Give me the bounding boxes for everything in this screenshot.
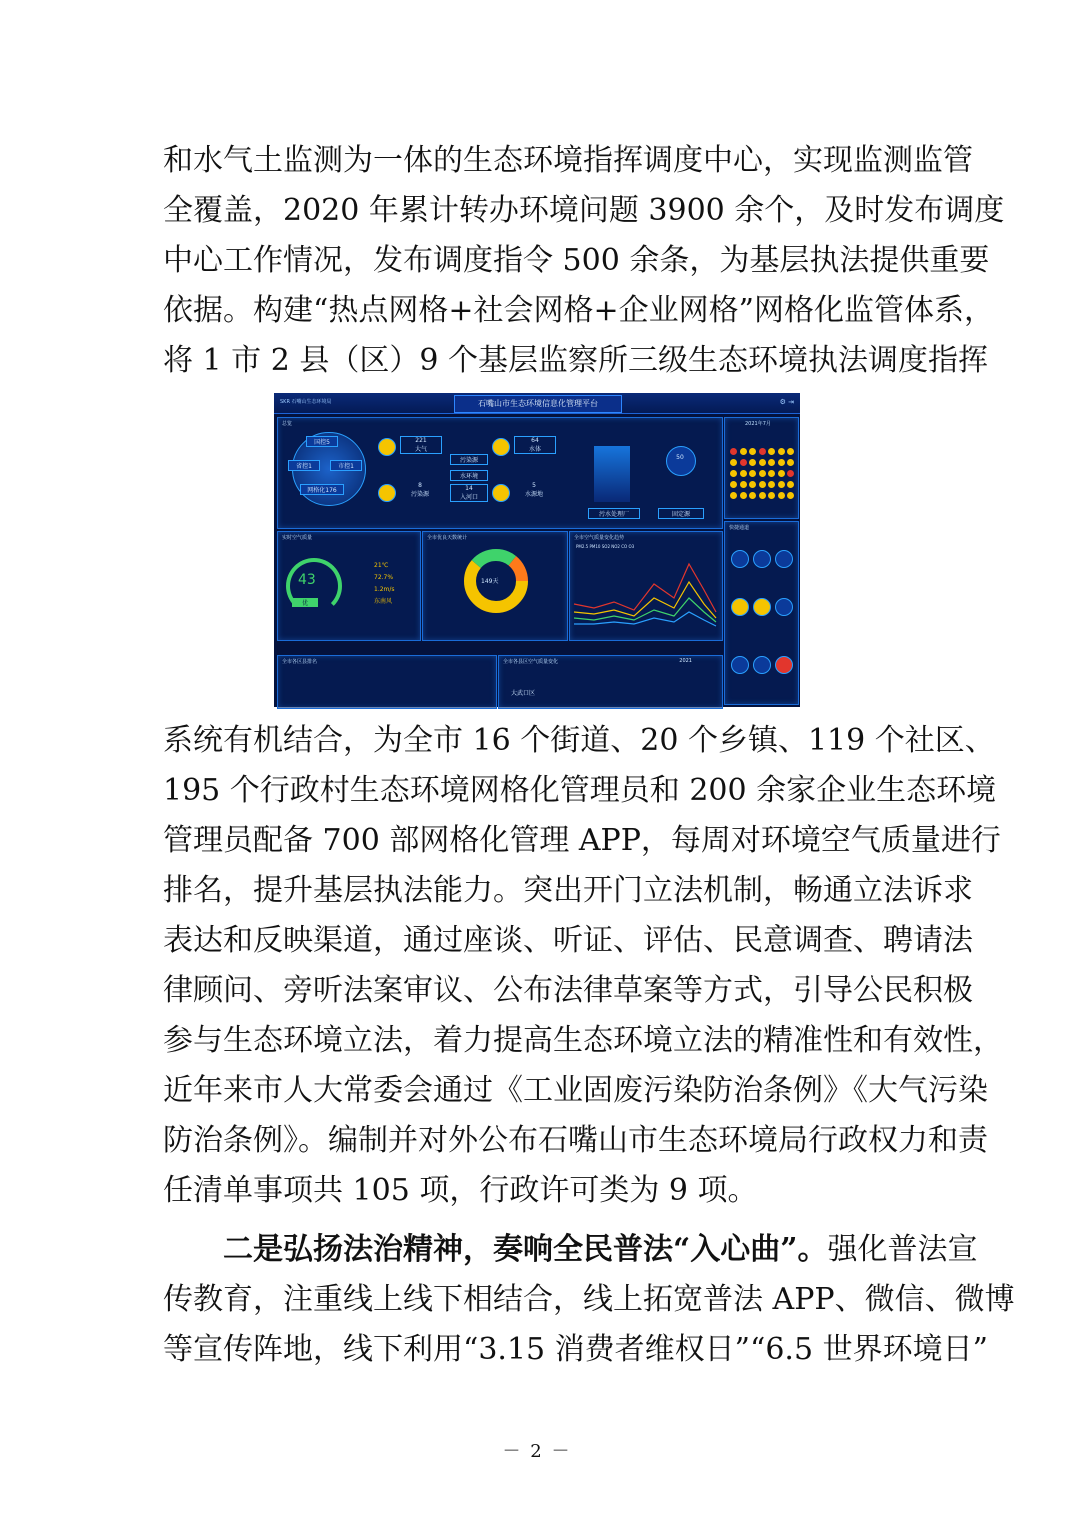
quick-icon[interactable] [731, 656, 749, 674]
legend-item: NO2 [611, 544, 620, 549]
aqi-value: 43 [298, 572, 316, 588]
pollution-icon [378, 484, 396, 502]
text-line: 系统有机结合，为全市 16 个街道、20 个乡镇、119 个社区、 [163, 723, 995, 758]
quick-access-panel [724, 521, 799, 705]
ranking-title: 全市各区县排名 [282, 659, 318, 665]
paragraph-2 [163, 716, 1003, 1216]
calendar-day[interactable] [778, 448, 785, 455]
trend-lines [574, 554, 716, 634]
calendar-day[interactable] [787, 492, 794, 499]
quick-icon[interactable] [753, 656, 771, 674]
calendar-day[interactable] [787, 459, 794, 466]
water-icon [492, 438, 510, 456]
text-line: 近年来市人大常委会通过《工业固废污染防治条例》《大气污染 [163, 1073, 988, 1108]
calendar-day[interactable] [740, 459, 747, 466]
text-line [163, 1225, 978, 1275]
calendar-day[interactable] [768, 470, 775, 477]
bold-lead: 二是弘扬法治精神，奏响全民普法“入心曲”。 [223, 1232, 828, 1267]
side-label: 污水处理厂 [588, 508, 640, 519]
calendar-day[interactable] [740, 481, 747, 488]
wind-speed: 1.2m/s [374, 586, 395, 593]
stat-outfall [450, 484, 488, 502]
calendar-day[interactable] [740, 492, 747, 499]
calendar-panel [724, 417, 799, 519]
quick-icon[interactable] [775, 550, 793, 568]
overview-panel [277, 417, 723, 529]
overview-node: 省控1 [288, 460, 320, 471]
calendar-day[interactable] [749, 459, 756, 466]
text-line: 表达和反映渠道，通过座谈、听证、评估、民意调查、聘请法 [163, 923, 973, 958]
page-number: － 2 － [502, 1441, 572, 1462]
temperature: 21℃ [374, 562, 389, 569]
stat-value: 14 [465, 485, 473, 492]
donut-center: 149天 [481, 578, 499, 585]
source-icon [492, 484, 510, 502]
calendar-day[interactable] [730, 459, 737, 466]
stat-value: 5 [532, 482, 536, 489]
calendar-day[interactable] [787, 448, 794, 455]
calendar-day[interactable] [730, 470, 737, 477]
legend-item: SO2 [601, 544, 610, 549]
dashboard-toolbar-icons: ⚙ ⇥ [779, 398, 794, 406]
gauge-icon [666, 446, 696, 476]
factory-icon [378, 438, 396, 456]
county-trend-panel [498, 655, 723, 709]
text-line: 律顾问、旁听法案审议、公布法律草案等方式，引导公民积极 [163, 973, 973, 1008]
stat-label: 污染源 [410, 491, 429, 498]
server-icon [594, 446, 630, 502]
quick-icon[interactable] [775, 656, 793, 674]
county-trend-title: 全市各县区空气质量变化 [503, 659, 559, 665]
text-line: 传教育，注重线上线下相结合，线上拓宽普法 APP、微信、微博 [163, 1282, 1015, 1317]
text-line: 等宣传阵地，线下利用“3.15 消费者维权日”“6.5 世界环境日” [163, 1332, 988, 1367]
district-label: 大武口区 [511, 690, 536, 697]
overview-node: 市控1 [330, 460, 362, 471]
calendar-day[interactable] [749, 470, 756, 477]
text-line: 防治条例》。编制并对外公布石嘴山市生态环境局行政权力和责 [163, 1123, 988, 1158]
text-line: 参与生态环境立法，着力提高生态环境立法的精准性和有效性， [163, 1023, 1003, 1058]
calendar-day[interactable] [778, 459, 785, 466]
text-line: 中心工作情况，发布调度指令 500 余条，为基层执法提供重要 [163, 243, 990, 278]
stat-water [514, 436, 556, 454]
side-value: 50 [676, 454, 684, 461]
calendar-title: 2021年7月 [745, 421, 771, 427]
calendar-day[interactable] [778, 481, 785, 488]
dashboard-title: 石嘴山市生态环境信息化管理平台 [454, 395, 622, 413]
paragraph-3 [163, 1225, 1015, 1375]
side-label: 固定源 [658, 508, 704, 519]
text-line: 管理员配备 700 部网格化管理 APP，每周对环境空气质量进行 [163, 823, 1001, 858]
legend-item: CO [621, 544, 628, 549]
quick-icon[interactable] [753, 550, 771, 568]
calendar-day[interactable] [759, 448, 766, 455]
trend-panel [569, 531, 723, 641]
calendar-day[interactable] [749, 481, 756, 488]
quick-title: 快捷通道 [729, 525, 750, 531]
calendar-day[interactable] [787, 470, 794, 477]
calendar-day[interactable] [749, 448, 756, 455]
center-label: 水环境 [450, 470, 488, 481]
lead-rest: 强化普法宣 [827, 1232, 978, 1267]
calendar-day[interactable] [730, 481, 737, 488]
quick-icon[interactable] [731, 598, 749, 616]
stat-label: 水体 [528, 446, 541, 453]
dashboard-screenshot [274, 393, 800, 707]
overview-node: 国控5 [306, 436, 338, 447]
calendar-day[interactable] [740, 470, 747, 477]
calendar-day[interactable] [730, 492, 737, 499]
stat-source [514, 482, 554, 498]
humidity: 72.7% [374, 574, 394, 581]
wind-direction: 东南风 [374, 598, 393, 605]
aqi-level: 优 [292, 598, 318, 607]
weather-title: 实时空气质量 [282, 535, 313, 541]
donut-panel [422, 531, 568, 641]
text-line: 195 个行政村生态环境网格化管理员和 200 余家企业生态环境 [163, 773, 997, 808]
ranking-panel [277, 655, 497, 709]
trend-title: 全市空气质量变化趋势 [574, 535, 625, 541]
center-label: 污染源 [450, 454, 488, 465]
text-line: 和水气土监测为一体的生态环境指挥调度中心，实现监测监管 [163, 143, 973, 178]
calendar-day[interactable] [730, 448, 737, 455]
calendar-day[interactable] [768, 459, 775, 466]
calendar-day[interactable] [759, 492, 766, 499]
quick-icon[interactable] [753, 598, 771, 616]
stat-pollution [400, 482, 440, 498]
trend-legend [576, 544, 634, 549]
legend-item: PM10 [589, 544, 601, 549]
calendar-day[interactable] [740, 448, 747, 455]
legend-item: O3 [628, 544, 635, 549]
donut-title: 全市优良天数统计 [427, 535, 468, 541]
overview-node: 网格化176 [300, 484, 344, 495]
stat-label: 水源地 [524, 491, 543, 498]
calendar-day[interactable] [759, 481, 766, 488]
calendar-day[interactable] [749, 492, 756, 499]
calendar-day[interactable] [787, 481, 794, 488]
stat-label: 大气 [414, 446, 427, 453]
calendar-day[interactable] [778, 470, 785, 477]
calendar-day[interactable] [768, 448, 775, 455]
text-line: 全覆盖，2020 年累计转办环境问题 3900 余个，及时发布调度 [163, 193, 1005, 228]
quick-icon[interactable] [731, 550, 749, 568]
text-line: 任清单事项共 105 项，行政许可类为 9 项。 [163, 1173, 758, 1208]
quick-icon[interactable] [775, 598, 793, 616]
calendar-day[interactable] [778, 492, 785, 499]
text-line: 将 1 市 2 县（区）9 个基层监察所三级生态环境执法调度指挥 [163, 343, 988, 378]
calendar-day[interactable] [768, 481, 775, 488]
legend-item: PM2.5 [576, 544, 589, 549]
calendar-day[interactable] [759, 459, 766, 466]
calendar-day[interactable] [768, 492, 775, 499]
paragraph-1 [163, 136, 1005, 386]
weather-panel [277, 531, 421, 641]
overview-title: 总览 [282, 421, 293, 427]
stat-value: 8 [418, 482, 422, 489]
text-line: 依据。构建“热点网格+社会网格+企业网格”网格化监管体系， [163, 293, 994, 328]
dashboard-org-label: SKR 石嘴山生态环境局 [280, 399, 332, 405]
stat-air [400, 436, 442, 454]
stat-value: 221 [415, 437, 427, 444]
weather-readings [374, 560, 395, 608]
stat-value: 64 [531, 437, 539, 444]
calendar-day[interactable] [759, 470, 766, 477]
year-label: 2021 [679, 658, 692, 664]
stat-label: 入河口 [459, 494, 478, 501]
text-line: 排名，提升基层执法能力。突出开门立法机制，畅通立法诉求 [163, 873, 973, 908]
